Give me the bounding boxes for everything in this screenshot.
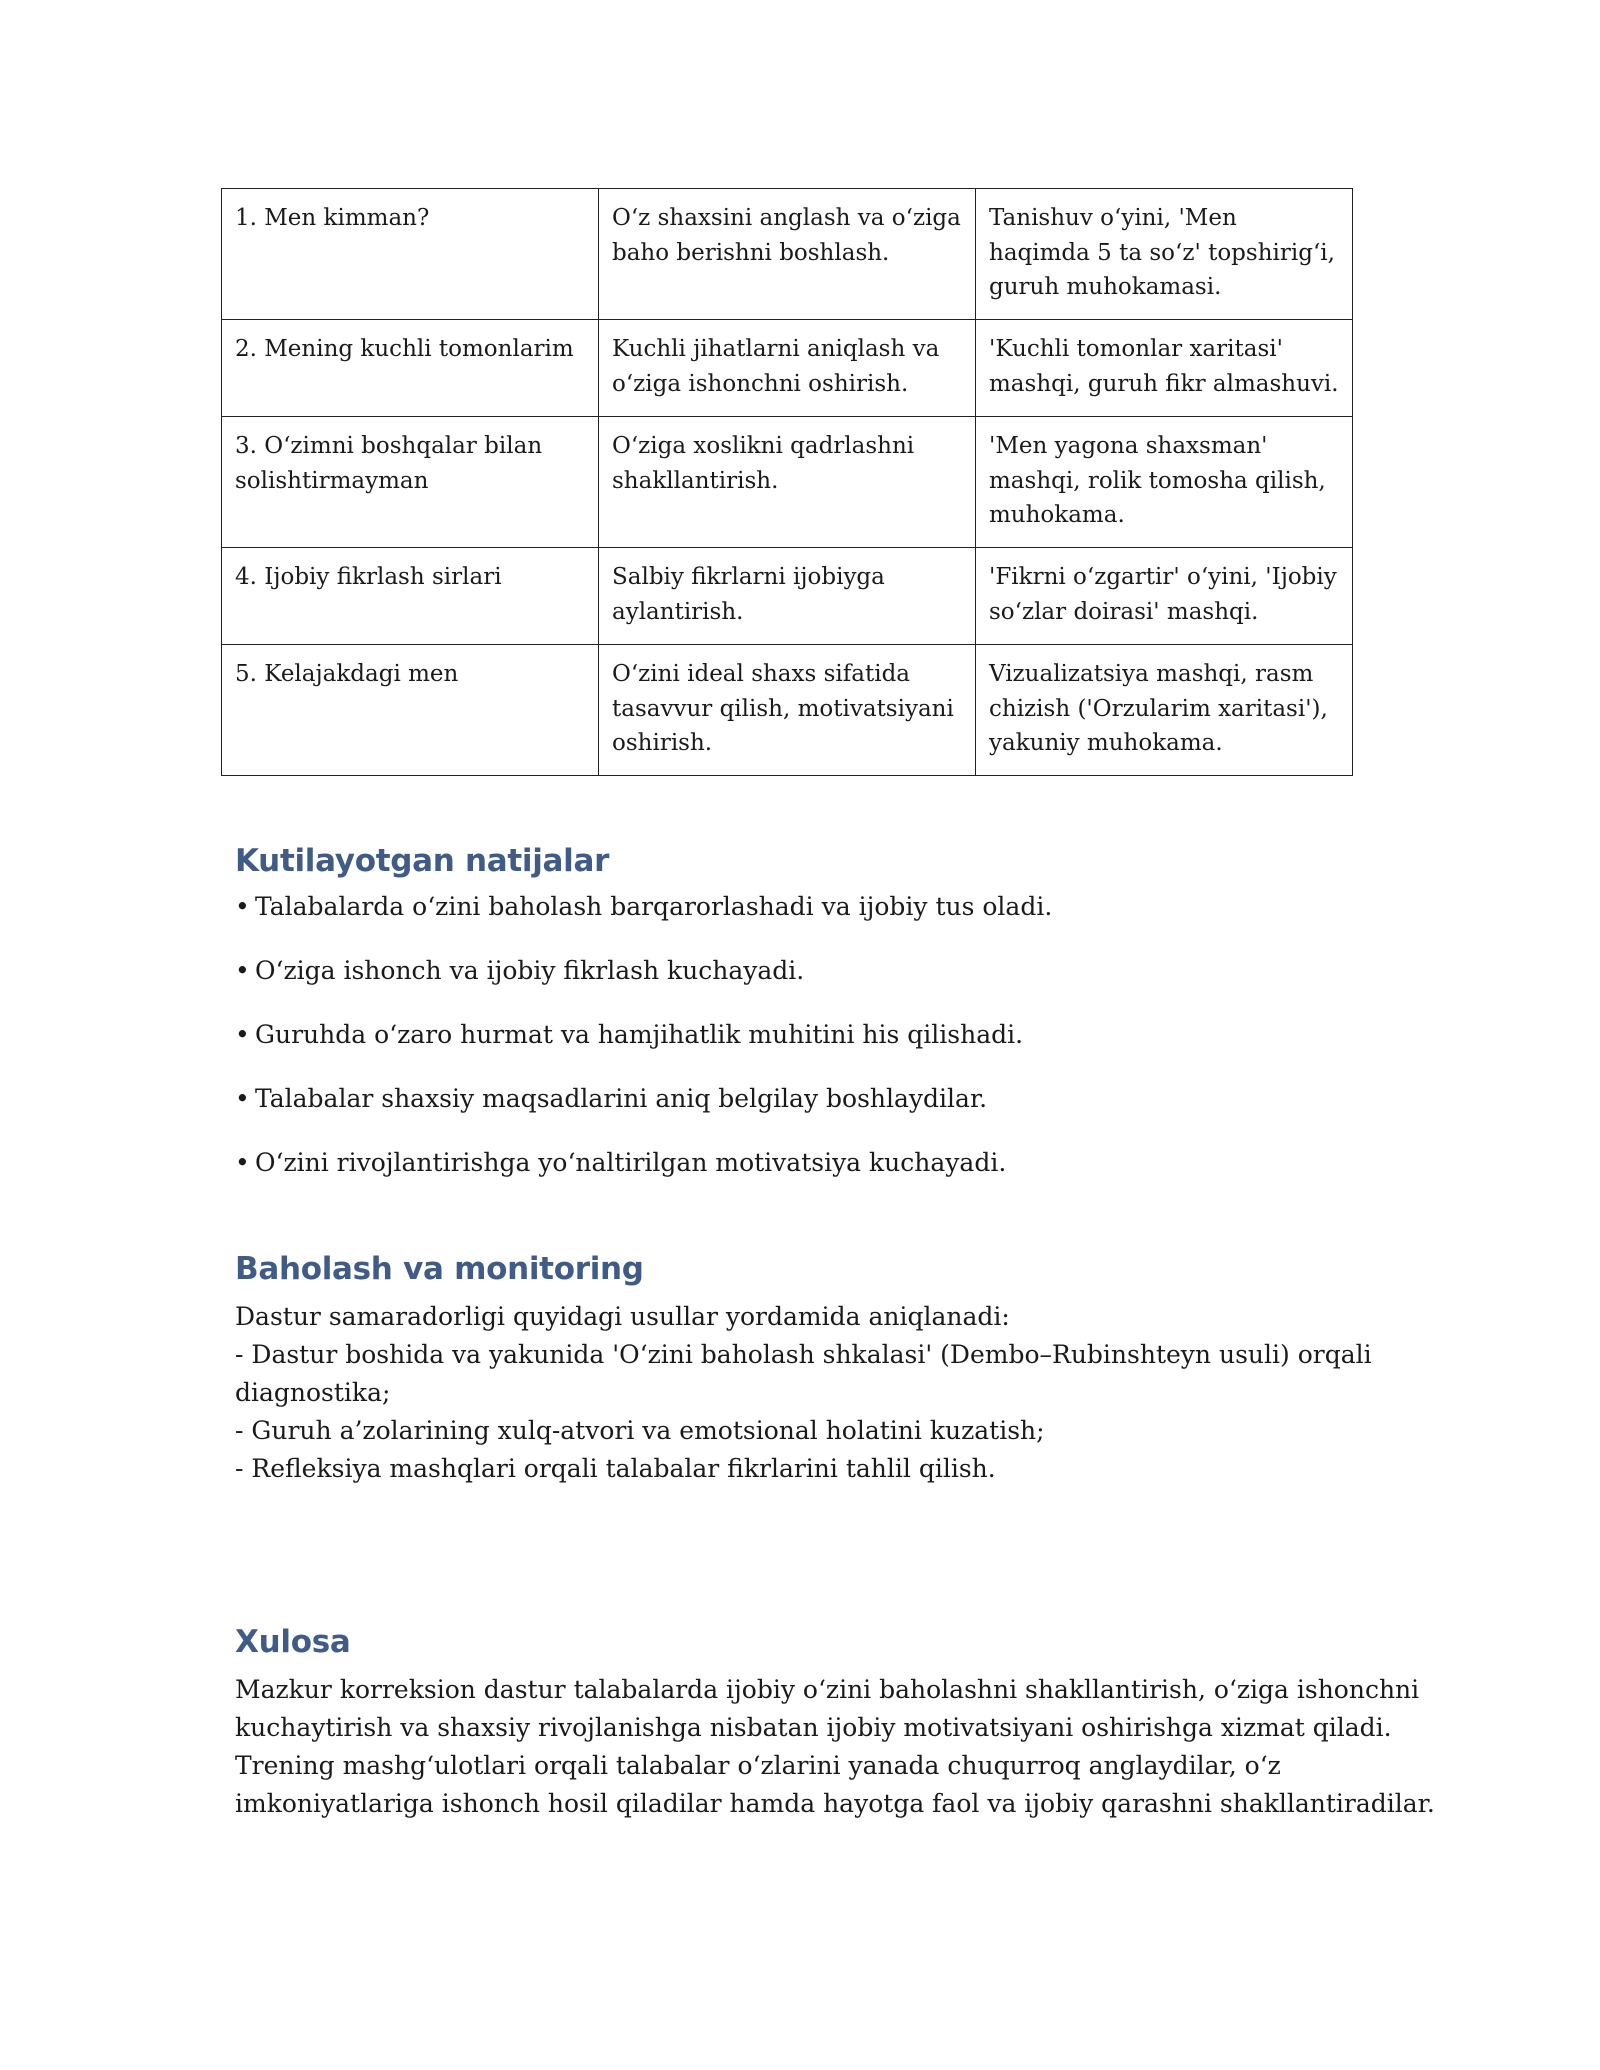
table-cell-goal: O‘z shaxsini anglash va o‘ziga baho berishni boshlash. bbox=[599, 189, 976, 320]
table-row bbox=[222, 189, 1353, 320]
table-cell-methods: Vizualizatsiya mashqi, rasm chizish ('Orzularim xaritasi'), yakuniy muhokama. bbox=[976, 645, 1353, 776]
table-cell-topic: 1. Men kimman? bbox=[222, 189, 599, 320]
table-cell-goal: O‘ziga xoslikni qadrlashni shakllantirish. bbox=[599, 417, 976, 548]
paragraph-line: - Refleksiya mashqlari orqali talabalar fikrlarini tahlil qilish. bbox=[235, 1454, 996, 1483]
evaluation-heading: Baholash va monitoring bbox=[235, 1251, 644, 1287]
table-cell-methods: 'Kuchli tomonlar xaritasi' mashqi, guruh fikr almashuvi. bbox=[976, 320, 1353, 417]
paragraph-line: kuchaytirish va shaxsiy rivojlanishga nisbatan ijobiy motivatsiyani oshirishga xizmat qiladi. bbox=[235, 1713, 1392, 1742]
list-item bbox=[235, 1146, 1375, 1180]
list-item-text: Talabalar shaxsiy maqsadlarini aniq belgilay boshlaydilar. bbox=[255, 1084, 988, 1113]
table-row bbox=[222, 417, 1353, 548]
conclusion-paragraph bbox=[235, 1671, 1435, 1823]
paragraph-line: - Guruh a’zolarining xulq-atvori va emotsional holatini kuzatish; bbox=[235, 1416, 1045, 1445]
list-item-text: O‘zini rivojlantirishga yo‘naltirilgan motivatsiya kuchayadi. bbox=[255, 1148, 1007, 1177]
table-cell-topic: 5. Kelajakdagi men bbox=[222, 645, 599, 776]
paragraph-line: diagnostika; bbox=[235, 1378, 391, 1407]
table-cell-methods: 'Fikrni o‘zgartir' o‘yini, 'Ijobiy so‘zlar doirasi' mashqi. bbox=[976, 548, 1353, 645]
paragraph-line: Dastur samaradorligi quyidagi usullar yordamida aniqlanadi: bbox=[235, 1302, 1010, 1331]
table-cell-topic: 4. Ijobiy fikrlash sirlari bbox=[222, 548, 599, 645]
list-item-text: Guruhda o‘zaro hurmat va hamjihatlik muhitini his qilishadi. bbox=[255, 1020, 1024, 1049]
table-cell-goal: Salbiy fikrlarni ijobiyga aylantirish. bbox=[599, 548, 976, 645]
table-cell-methods: Tanishuv o‘yini, 'Men haqimda 5 ta so‘z' topshirig‘i, guruh muhokamasi. bbox=[976, 189, 1353, 320]
table-row bbox=[222, 645, 1353, 776]
list-item bbox=[235, 1018, 1375, 1052]
evaluation-paragraph bbox=[235, 1298, 1375, 1488]
bullet-icon: • bbox=[235, 1148, 250, 1177]
table-cell-methods: 'Men yagona shaxsman' mashqi, rolik tomosha qilish, muhokama. bbox=[976, 417, 1353, 548]
table-row bbox=[222, 320, 1353, 417]
list-item bbox=[235, 890, 1375, 924]
bullet-icon: • bbox=[235, 892, 250, 921]
list-item-text: Talabalarda o‘zini baholash barqarorlashadi va ijobiy tus oladi. bbox=[255, 892, 1053, 921]
list-item-text: O‘ziga ishonch va ijobiy fikrlash kuchayadi. bbox=[255, 956, 805, 985]
bullet-icon: • bbox=[235, 1020, 250, 1049]
table-cell-topic: 2. Mening kuchli tomonlarim bbox=[222, 320, 599, 417]
paragraph-line: Trening mashg‘ulotlari orqali talabalar o‘zlarini yanada chuqurroq anglaydilar, o‘z bbox=[235, 1751, 1281, 1780]
list-item bbox=[235, 1082, 1375, 1116]
table-cell-goal: O‘zini ideal shaxs sifatida tasavvur qilish, motivatsiyani oshirish. bbox=[599, 645, 976, 776]
bullet-icon: • bbox=[235, 1084, 250, 1113]
list-item bbox=[235, 954, 1375, 988]
table-cell-goal: Kuchli jihatlarni aniqlash va o‘ziga ishonchni oshirish. bbox=[599, 320, 976, 417]
paragraph-line: Mazkur korreksion dastur talabalarda ijobiy o‘zini baholashni shakllantirish, o‘ziga ishonchni bbox=[235, 1675, 1420, 1704]
paragraph-line: - Dastur boshida va yakunida 'O‘zini baholash shkalasi' (Dembo–Rubinshteyn usuli) orqali bbox=[235, 1340, 1372, 1369]
table-row bbox=[222, 548, 1353, 645]
results-heading: Kutilayotgan natijalar bbox=[235, 843, 610, 879]
bullet-icon: • bbox=[235, 956, 250, 985]
conclusion-heading: Xulosa bbox=[235, 1624, 351, 1660]
table-cell-topic: 3. O‘zimni boshqalar bilan solishtirmayman bbox=[222, 417, 599, 548]
training-plan-table bbox=[221, 188, 1353, 776]
results-list bbox=[235, 890, 1375, 1210]
paragraph-line: imkoniyatlariga ishonch hosil qiladilar hamda hayotga faol va ijobiy qarashni shakllantiradilar. bbox=[235, 1789, 1435, 1818]
